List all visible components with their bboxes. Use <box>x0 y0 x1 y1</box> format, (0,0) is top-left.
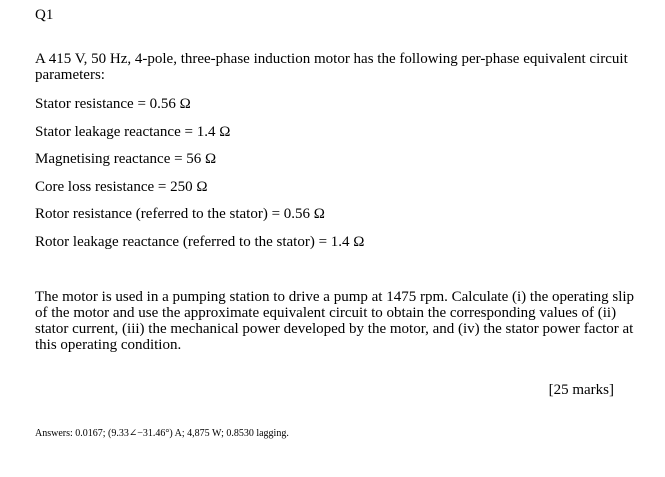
parameter-magnetising-reactance: Magnetising reactance = 56 Ω <box>35 151 217 168</box>
parameter-stator-leakage-reactance: Stator leakage reactance = 1.4 Ω <box>35 123 231 140</box>
parameter-rotor-resistance: Rotor resistance (referred to the stator) = 0.56 Ω <box>35 206 325 223</box>
parameter-rotor-leakage-reactance: Rotor leakage reactance (referred to the stator) = 1.4 Ω <box>35 233 365 250</box>
question-intro: A 415 V, 50 Hz, 4-pole, three-phase induction motor has the following per-phase equivalent circuit parameters: <box>35 51 628 83</box>
answers-line: Answers: 0.0167; (9.33∠−31.46°) A; 4,875 W; 0.8530 lagging. <box>35 428 289 439</box>
marks-label: [25 marks] <box>548 382 614 398</box>
question-body: The motor is used in a pumping station to drive a pump at 1475 rpm. Calculate (i) the operating slip of the motor and use the approximate equivalent circuit to obtain the corresponding values of (ii) stator current, (iii) the mechanical power developed by the motor, and (iv) the stator power factor at this operating condition. <box>35 289 635 353</box>
parameter-list <box>35 96 364 262</box>
parameter-stator-resistance: Stator resistance = 0.56 Ω <box>35 96 191 112</box>
question-number: Q1 <box>35 7 54 23</box>
parameter-core-loss-resistance: Core loss resistance = 250 Ω <box>35 178 208 195</box>
